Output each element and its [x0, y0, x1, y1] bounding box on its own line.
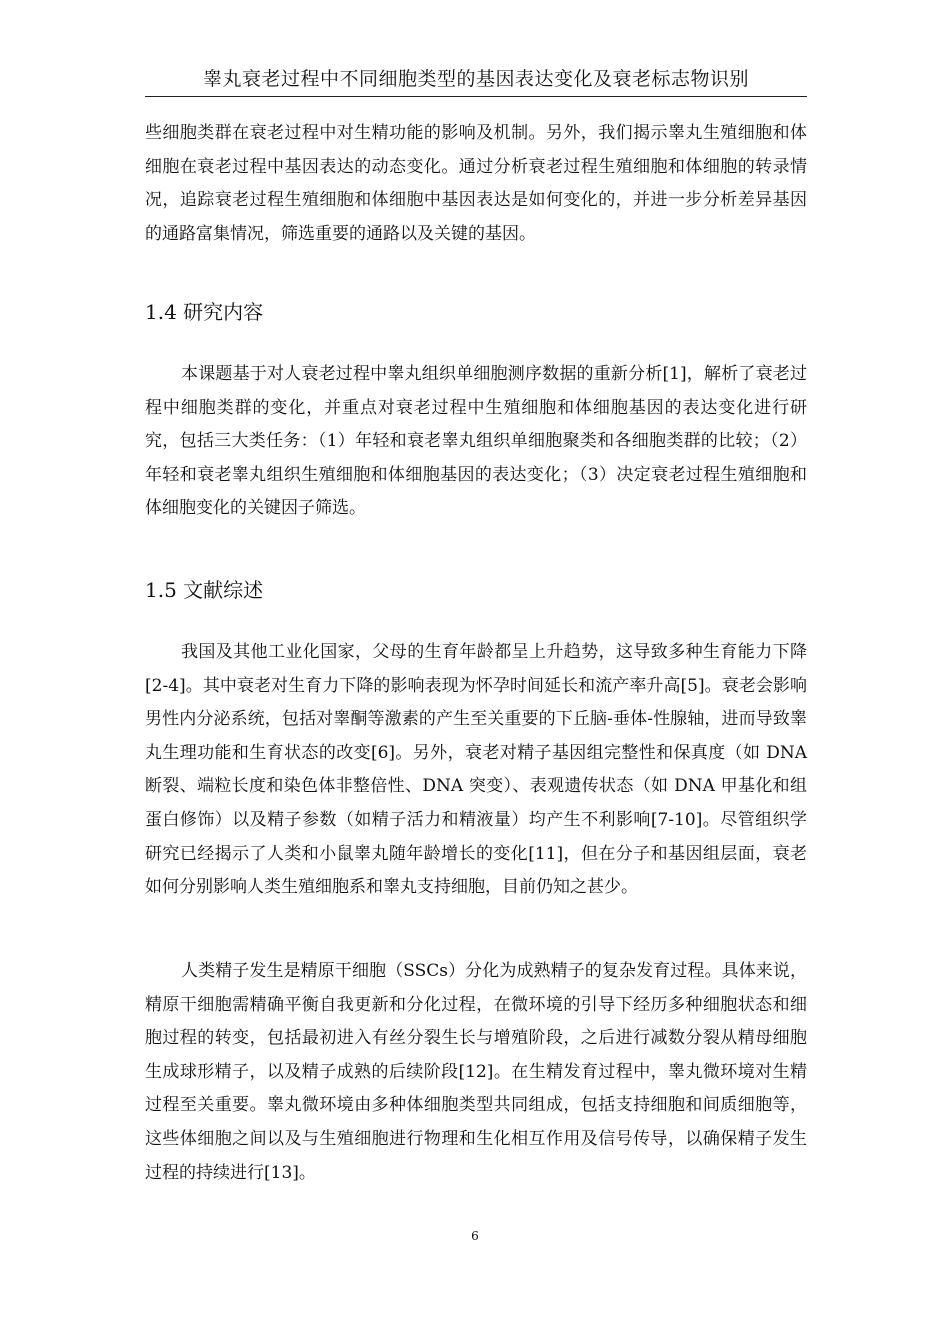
paragraph-intro-continuation: 些细胞类群在衰老过程中对生精功能的影响及机制。另外，我们揭示睾丸生殖细胞和体细胞在衰老过程中基因表达的动态变化。通过分析衰老过程生殖细胞和体细胞的转录情况，追踪衰老过程生殖细胞和体细胞中基因表达是如何变化的，并进一步分析差异基因的通路富集情况，筛选重要的通路以及关键的基因。 — [145, 123, 807, 244]
section-heading-1-4: 1.4 研究内容 — [145, 300, 264, 324]
page-number: 6 — [471, 1229, 479, 1243]
running-header: 睾丸衰老过程中不同细胞类型的基因表达变化及衰老标志物识别 — [202, 68, 749, 90]
section-heading-1-5: 1.5 文献综述 — [145, 578, 264, 602]
paragraph-research-content: 本课题基于对人衰老过程中睾丸组织单细胞测序数据的重新分析[1]，解析了衰老过程中细胞类群的变化，并重点对衰老过程中生殖细胞和体细胞基因的表达变化进行研究，包括三大类任务：（1）年轻和衰老睾丸组织单细胞聚类和各细胞类群的比较；（2）年轻和衰老睾丸组织生殖细胞和体细胞基因的表达变化；（3）决定衰老过程生殖细胞和体细胞变化的关键因子筛选。 — [145, 364, 807, 519]
paragraph-literature-review-1: 我国及其他工业化国家，父母的生育年龄都呈上升趋势，这导致多种生育能力下降[2-4]。其中衰老对生育力下降的影响表现为怀孕时间延长和流产率升高[5]。衰老会影响男性内分泌系统，包括对睾酮等激素的产生至关重要的下丘脑-垂体-性腺轴，进而导致睾丸生理功能和生育状态的改变[6]。另外，衰老对精子基因组完整性和保真度（如 DNA 断裂、端粒长度和染色体非整倍性、DNA 突变）、表观遗传状态（如 DNA 甲基化和组蛋白修饰）以及精子参数（如精子活力和精液量）均产生不利影响[7-10]。尽管组织学研究已经揭示了人类和小鼠睾丸随年龄增长的变化[11]，但在分子和基因组层面，衰老如何分别影响人类生殖细胞系和睾丸支持细胞，目前仍知之甚少。 — [145, 642, 807, 898]
header-rule — [145, 96, 807, 97]
paragraph-literature-review-2: 人类精子发生是精原干细胞（SSCs）分化为成熟精子的复杂发育过程。具体来说，精原干细胞需精确平衡自我更新和分化过程，在微环境的引导下经历多种细胞状态和细胞过程的转变，包括最初进入有丝分裂生长与增殖阶段，之后进行减数分裂从精母细胞生成球形精子，以及精子成熟的后续阶段[12]。在生精发育过程中，睾丸微环境对生精过程至关重要。睾丸微环境由多种体细胞类型共同组成，包括支持细胞和间质细胞等，这些体细胞之间以及与生殖细胞进行物理和生化相互作用及信号传导，以确保精子发生过程的持续进行[13]。 — [145, 961, 807, 1183]
